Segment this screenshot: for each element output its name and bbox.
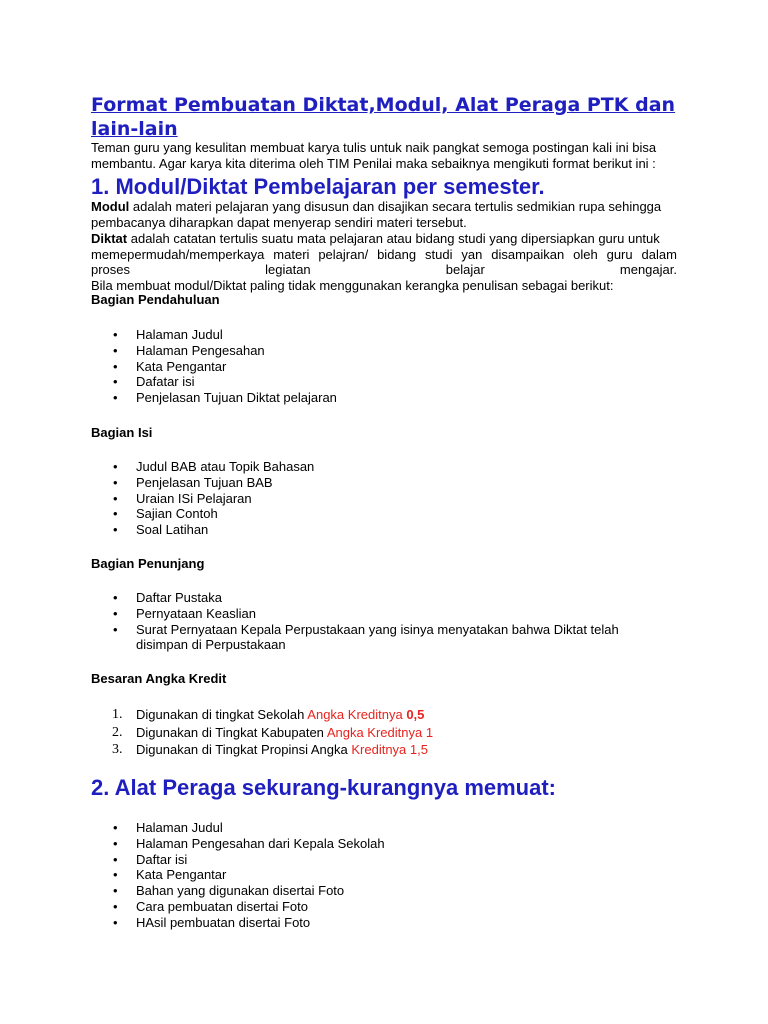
list-item-label: Digunakan di Tingkat Kabupaten: [136, 724, 327, 740]
diktat-word: legiatan: [265, 262, 311, 278]
alat-peraga-list: [91, 820, 385, 931]
bullet-icon: •: [113, 342, 118, 358]
bullet-icon: •: [113, 820, 118, 835]
diktat-definition-line-3: [91, 262, 677, 278]
diktat-word: proses: [91, 262, 131, 278]
section-1-heading: 1. Modul/Diktat Pembelajaran per semester.: [91, 174, 545, 199]
list-item-label: Daftar isi: [136, 851, 188, 867]
bullet-icon: •: [113, 898, 118, 914]
bullet-icon: •: [113, 914, 118, 930]
diktat-term: Diktat: [91, 231, 128, 246]
bullet-icon: •: [113, 851, 118, 867]
diktat-word: dalam: [641, 246, 677, 262]
bullet-icon: •: [113, 506, 118, 522]
list-item-label: Halaman Judul: [136, 327, 223, 342]
list-item-label: Penjelasan Tujuan Diktat pelajaran: [136, 390, 337, 406]
list-item-label: Pernyataan Keaslian: [136, 605, 256, 621]
intro-line-2: membantu. Agar karya kita diterima oleh TIM Penilai maka sebaiknya mengikuti format berikut ini :: [91, 156, 656, 171]
list-item: [91, 390, 337, 406]
section-2-heading: 2. Alat Peraga sekurang-kurangnya memuat:: [91, 775, 557, 800]
list-number: 1.: [112, 707, 123, 722]
document-title[interactable]: [91, 93, 691, 141]
list-item: [91, 359, 337, 375]
diktat-definition: [91, 231, 677, 294]
list-item: [91, 820, 385, 836]
kredit-heading: Besaran Angka Kredit: [91, 671, 227, 686]
bullet-icon: •: [113, 327, 118, 342]
diktat-definition-line-1: adalah catatan tertulis suatu mata pelajaran atau bidang studi yang dipersiapkan guru untuk: [127, 231, 660, 246]
bullet-icon: •: [113, 522, 118, 538]
list-item: [91, 836, 385, 852]
bullet-icon: •: [113, 459, 118, 474]
list-item-label: Digunakan di tingkat Sekolah: [136, 707, 308, 722]
list-item: [91, 622, 619, 654]
list-item-label: Halaman Judul: [136, 820, 223, 835]
diktat-word: guru: [606, 246, 633, 262]
list-item: [91, 506, 314, 522]
bullet-icon: •: [113, 867, 118, 883]
intro-line-1: Teman guru yang kesulitan membuat karya tulis untuk naik pangkat semoga postingan kali ini bisa: [91, 140, 657, 155]
list-item: [91, 915, 385, 931]
list-item: [91, 374, 337, 390]
diktat-definition-line-2: [91, 247, 677, 263]
diktat-word: bidang: [377, 246, 417, 262]
credit-value: 0,5: [406, 707, 425, 722]
diktat-word: materi: [273, 246, 310, 262]
list-item: [91, 883, 385, 899]
diktat-word: belajar: [445, 262, 485, 278]
list-item: [91, 475, 314, 491]
modul-definition-line-1: adalah materi pelajaran yang disusun dan disajikan secara tertulis sedmikian rupa sehingga: [129, 199, 662, 214]
list-item: [91, 724, 433, 742]
list-item-label: Dafatar isi: [136, 374, 195, 390]
list-item: [91, 459, 314, 475]
intro-paragraph: [91, 140, 681, 172]
list-item-label: Kata Pengantar: [136, 867, 227, 883]
list-item: [91, 522, 314, 538]
bullet-icon: •: [113, 490, 118, 506]
list-item-label: Soal Latihan: [136, 522, 209, 538]
bullet-icon: •: [113, 474, 118, 490]
list-item-label: Halaman Pengesahan: [136, 342, 265, 358]
list-item-label-continued: disimpan di Perpustakaan: [136, 637, 286, 653]
document-title-line-1[interactable]: Format Pembuatan Diktat,Modul, Alat Peraga PTK dan: [91, 94, 676, 116]
penunjang-list: [91, 590, 619, 653]
modul-definition: [91, 199, 677, 230]
list-item-label: Surat Pernyataan Kepala Perpustakaan yang isinya menyatakan bahwa Diktat telah: [136, 621, 619, 637]
list-item: [91, 867, 385, 883]
isi-list: [91, 459, 314, 538]
diktat-word: oleh: [573, 246, 598, 262]
bullet-icon: •: [113, 605, 118, 621]
kredit-list: [91, 706, 433, 759]
bullet-icon: •: [113, 590, 118, 605]
isi-heading: Bagian Isi: [91, 425, 153, 440]
list-item: [91, 606, 619, 622]
diktat-word: disampaikan: [491, 246, 565, 262]
pendahuluan-heading: Bagian Pendahuluan: [91, 292, 220, 307]
list-item-label: Penjelasan Tujuan BAB: [136, 474, 273, 490]
bullet-icon: •: [113, 835, 118, 851]
diktat-word: pelajran/: [318, 246, 369, 262]
diktat-word: memepermudah/memperkaya: [91, 246, 265, 262]
list-item-label: Sajian Contoh: [136, 506, 218, 522]
modul-term: Modul: [91, 199, 130, 214]
bullet-icon: •: [113, 374, 118, 390]
list-item-label: Kata Pengantar: [136, 358, 227, 374]
list-item-label: Digunakan di Tingkat Propinsi Angka: [136, 742, 352, 757]
list-item: [91, 852, 385, 868]
framework-intro: Bila membuat modul/Diktat paling tidak menggunakan kerangka penulisan sebagai berikut:: [91, 278, 614, 294]
credit-label: Angka Kreditnya 1: [326, 724, 434, 740]
bullet-icon: •: [113, 390, 118, 406]
modul-definition-line-2: pembacanya diharapkan dapat menyerap sendiri materi tersebut.: [91, 214, 467, 230]
diktat-word: mengajar.: [619, 262, 677, 278]
credit-label: Angka Kreditnya: [307, 707, 407, 722]
list-item-label: Daftar Pustaka: [136, 590, 222, 605]
list-number: 2.: [112, 724, 123, 740]
list-item: [91, 491, 314, 507]
list-item: [91, 899, 385, 915]
bullet-icon: •: [113, 358, 118, 374]
diktat-word: studi: [425, 246, 453, 262]
diktat-word: yan: [461, 246, 483, 262]
pendahuluan-list: [91, 327, 337, 406]
list-item: [91, 741, 433, 759]
list-item-label: Judul BAB atau Topik Bahasan: [136, 459, 315, 474]
list-item: [91, 343, 337, 359]
bullet-icon: •: [113, 621, 118, 637]
list-item: [91, 327, 337, 343]
list-item: [91, 590, 619, 606]
list-item-label: Uraian ISi Pelajaran: [136, 490, 252, 506]
document-title-line-2[interactable]: lain-lain: [91, 118, 178, 140]
list-item: [91, 706, 433, 724]
penunjang-heading: Bagian Penunjang: [91, 556, 205, 571]
list-number: 3.: [112, 742, 123, 757]
list-item-label: Cara pembuatan disertai Foto: [136, 898, 308, 914]
list-item-label: Halaman Pengesahan dari Kepala Sekolah: [136, 835, 385, 851]
list-item-label: HAsil pembuatan disertai Foto: [136, 914, 311, 930]
bullet-icon: •: [113, 883, 118, 899]
credit-label: Kreditnya 1,5: [351, 742, 428, 757]
list-item-label: Bahan yang digunakan disertai Foto: [136, 883, 345, 899]
